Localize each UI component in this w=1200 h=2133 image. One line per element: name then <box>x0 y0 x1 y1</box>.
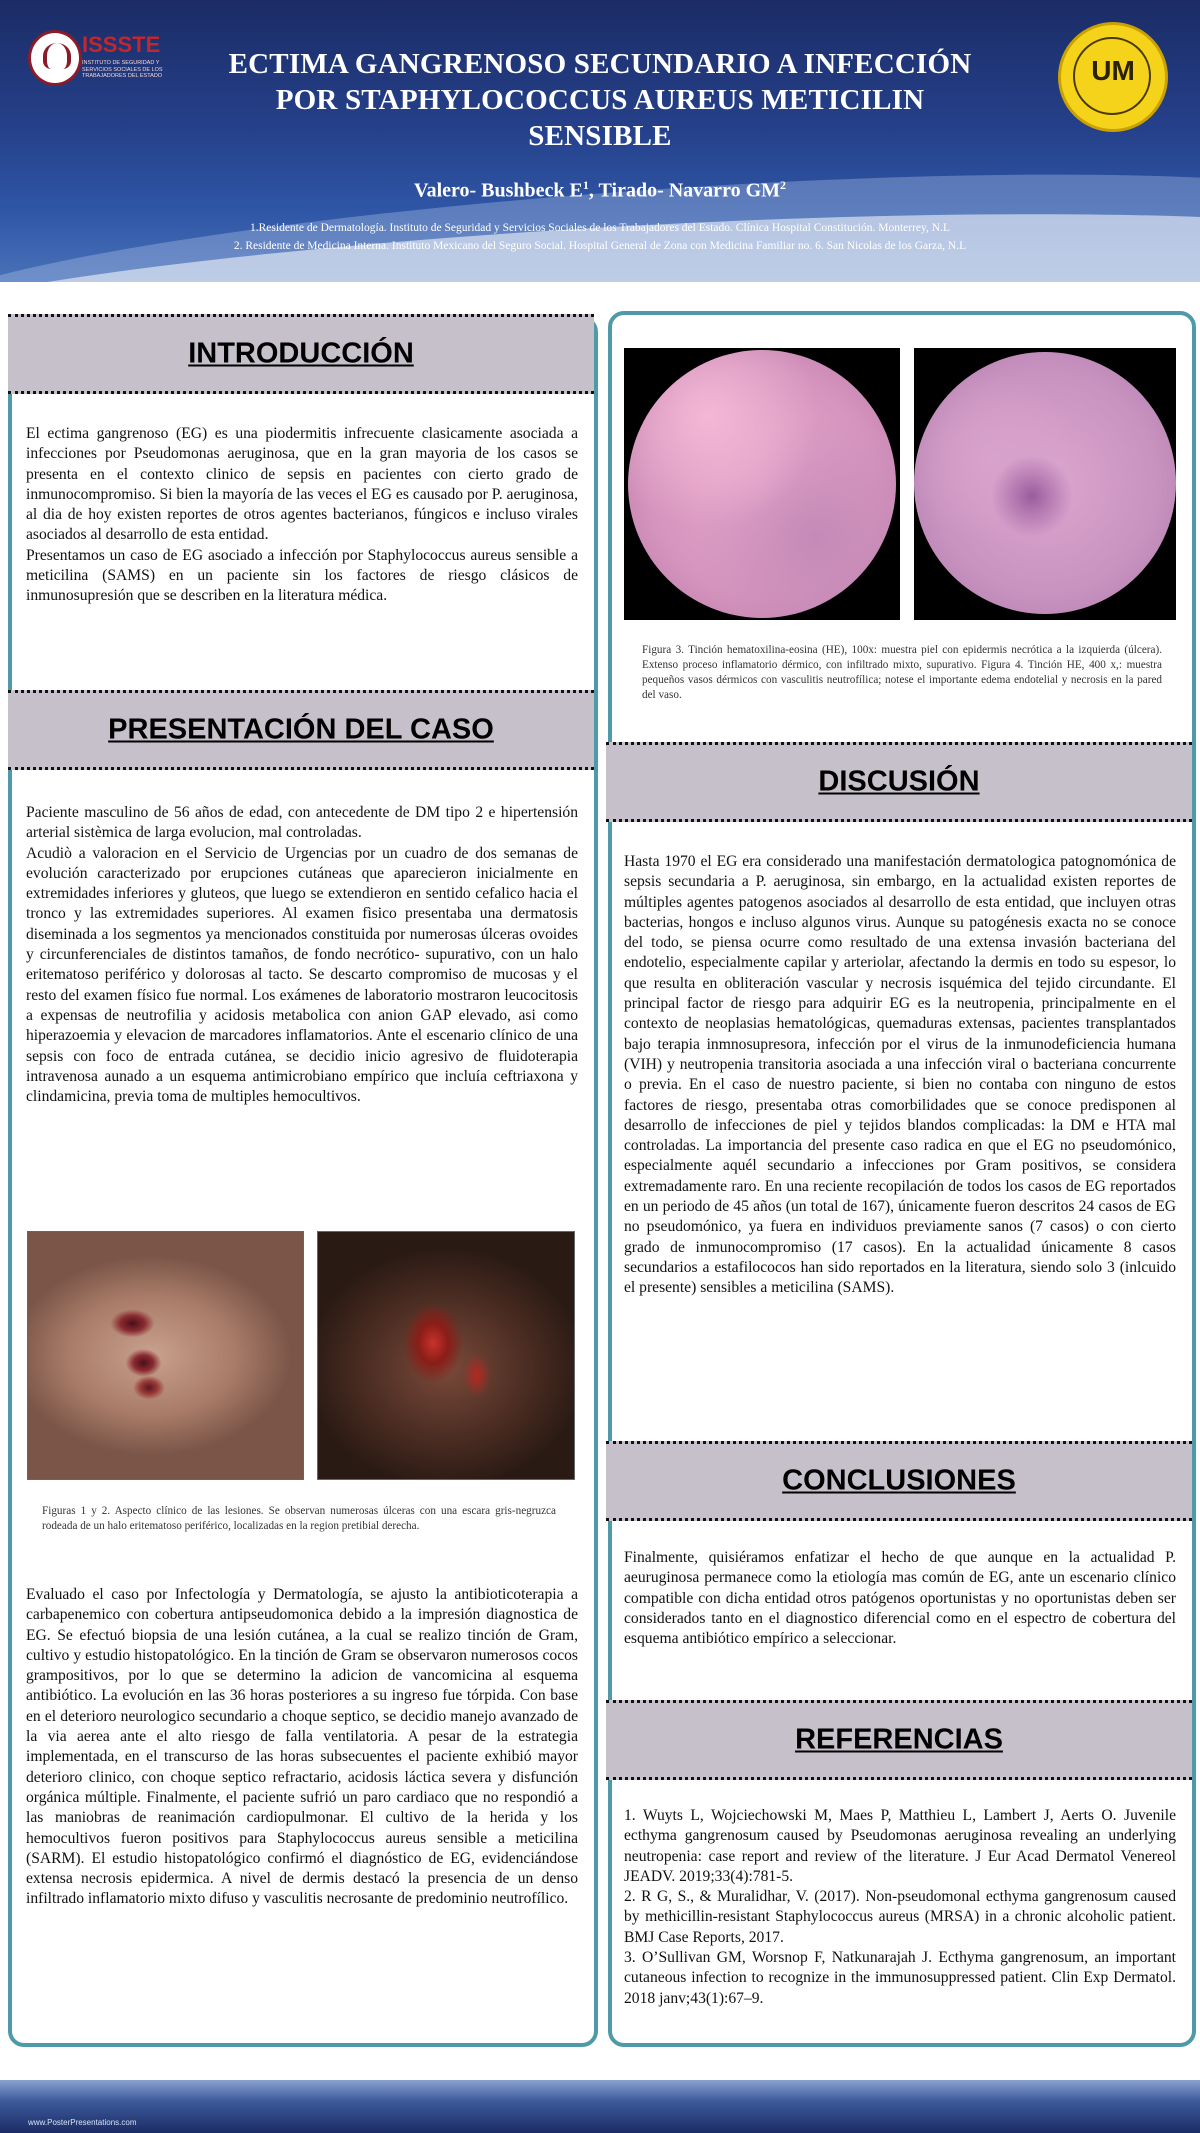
reference-item-3: 3. O’Sullivan GM, Worsnop F, Natkunarajah J. Ecthyma gangrenosum, an important cutaneous infection to recognize in the immunosuppressed patient. Clin Exp Dermatol. 2018 janv;43(1):67–9. <box>624 1949 1176 2007</box>
caso-heading: PRESENTACIÓN DEL CASO <box>108 713 494 746</box>
title-line-1: ECTIMA GANGRENOSO SECUNDARIO A INFECCIÓN <box>228 48 972 80</box>
discusion-text <box>624 852 1176 1299</box>
histology-photo-1 <box>624 348 900 620</box>
introduccion-heading: INTRODUCCIÓN <box>188 337 414 370</box>
discusion-heading: DISCUSIÓN <box>818 765 980 798</box>
caso-heading-band <box>8 690 594 770</box>
conclusiones-paragraph-1: Finalmente, quisiéramos enfatizar el hecho de que aunque en la actualidad P. aeuruginosa permanece como la etiología mas común de EG, ante un escenario clínico compatible con dicha entidad otros patógenos oportunistas y no oportunistas deben ser considerados tanto en el diagnostico diferencial como en el espectro de cobertura del esquema antibiótico empírico a seleccionar. <box>624 1549 1176 1648</box>
seal-monogram: UM <box>1091 55 1135 86</box>
clinical-photo-1 <box>27 1231 304 1480</box>
referencias-heading-band <box>606 1700 1192 1780</box>
footer-credit: www.PosterPresentations.com <box>28 2118 137 2127</box>
affiliation-2: 2. Residente de Medicina Interna. Instituto Mexicano del Seguro Social. Hospital General de Zona con Medicina Familiar no. 6. San Nicolas de los Garza, N.L <box>233 240 967 252</box>
author-1: Valero- Bushbeck E <box>413 179 583 202</box>
clinical-photo-2 <box>317 1231 575 1480</box>
issste-logo-name: ISSSTE <box>82 32 161 57</box>
issste-emblem-icon <box>28 30 82 86</box>
title-line-3: SENSIBLE <box>528 120 672 152</box>
poster-title <box>200 46 1000 154</box>
reference-item-2: 2. R G, S., & Muralidhar, V. (2017). Non-pseudomonal ecthyma gangrenosum caused by methicillin-resistant Staphylococcus aureus (MRSA) in a chronic alcoholic patient. BMJ Case Reports, 2017. <box>624 1888 1176 1946</box>
referencias-list <box>624 1806 1176 2009</box>
author-2: Tirado- Navarro GM <box>598 179 781 202</box>
referencias-heading: REFERENCIAS <box>795 1723 1003 1756</box>
introduccion-text <box>26 424 578 607</box>
reference-item-1: 1. Wuyts L, Wojciechowski M, Maes P, Matthieu L, Lambert J, Aerts O. Juvenile ecthyma gangrenosum caused by Pseudomonas aeruginosa revealing an underlying neutropenia: case report and review of the literature. J Eur Acad Dermatol Venereol JEADV. 2019;33(4):781-5. <box>624 1807 1176 1885</box>
discusion-paragraph-1: Hasta 1970 el EG era considerado una manifestación dermatologica patognomónica de sepsis secundaria a P. aeruginosa, sin embargo, en la actualidad existen reportes de múltiples agentes patogenos asociados al desarrollo de esta entidad, que incluyen otras bacterias, hongos e incluso algunos virus. Aunque su patogénesis exacta no se conoce del todo, se piensa ocurre como resultado de una extensa invasión bacteriana del endotelio, especialmente capilar y arteriolar, afectando la dermis en todo su espesor, lo que resulta en obliteración vascular y necrosis isquémica del tejido circundante. El principal factor de riesgo para adquirir EG es la neutropenia, principalmente en el contexto de neoplasias hematológicas, quemaduras extensas, pacientes transplantados bajo terapia inmnosupresora, infección por el virus de la inmunodeficiencia humana (VIH) y neutropenia transitoria asociada a una infección viral o bacteriana concurrente o previa. En el caso de nuestro paciente, si bien no contaba con ninguno de estos factores de riesgo, presentaba otras comorbilidades que se conoce predisponen al desarrollo de infecciones de piel y tejidos blandos complicadas: la DM e HTA mal controladas. La importancia del presente caso radica en que el EG no pseudomónico, especialmente aquél secundario a infecciones por Gram positivos, se considera extremadamente raro. En una reciente recopilación de todos los casos de EG reportados en un periodo de 45 años (un total de 167), únicamente fueron descritos 24 casos de EG no pseudomónico, ya fuera en individuos previamente sanos (7 casos) o con cierto grado de inmunocompromiso (17 casos). En la actualidad únicamente 8 casos secundarios a estafilococos han sido reportados en la literatura, siendo solo 3 (inlcuido el presente) sensibles a meticilina (SAMS). <box>624 853 1176 1297</box>
discusion-heading-band <box>606 742 1192 822</box>
introduccion-heading-band <box>8 314 594 394</box>
histology-figure-caption: Figura 3. Tinción hematoxilina-eosina (HE), 100x: muestra piel con epidermis necrótica a la izquierda (úlcera). Extenso proceso inflamatorio dérmico, con infiltrado mixto, supurativo. Figura 4. Tinción HE, 400 x,: muestra pequeños vasos dérmicos con vasculitis neutrofílica; notese el importante edema endotelial y necrosis en la pared del vaso. <box>642 644 1162 701</box>
conclusiones-heading-band <box>606 1441 1192 1521</box>
title-line-2: POR STAPHYLOCOCCUS AUREUS METICILIN <box>275 84 925 116</box>
author-2-affil: 2 <box>780 178 787 192</box>
poster-header <box>0 0 1200 282</box>
caso-paragraph-3: Evaluado el caso por Infectología y Dermatología, se ajusto la antibioticoterapia a carbapenemico con cobertura antipseudomonica debido a la impresión diagnostica de EG. Se efectuó biopsia de una lesión cutánea, a la cual se realizo tinción de Gram, cultivo y estudio histopatológico. En la tinción de Gram se observaron numerosos cocos grampositivos, por lo que se determino la adicion de vancomicina al esquema antibiótico. La evolución en las 36 horas posteriores a su ingreso fue tórpida. Con base en el deterioro neurologico secundario a choque septico, se decidio manejo avanzado de la via aerea ante el alto riesgo de falla ventilatoria. A pesar de la estrategia implementada, en el transcurso de las horas subsecuentes el paciente exhibió mayor deterioro clinico, con choque septico refractario, acidosis láctica severa y disfunción orgánica múltiple. Finalmente, el paciente sufrió un paro cardiaco que no respondió a las maniobras de reanimación cardiopulmonar. El cultivo de la herida y los hemocultivos fueron positivos para Staphylococcus aureus sensible a meticilina (SARM). El estudio histopatológico confirmó el diagnóstico de EG, evidenciándose extensa necrosis epidermica. A nivel de dermis destacó la presencia de un denso infiltrado inflamatorio mixto difuso y vasculitis necrosante de predominio neutrofílico. <box>26 1586 578 1908</box>
conclusiones-heading: CONCLUSIONES <box>782 1464 1016 1497</box>
authors <box>200 178 1000 203</box>
conclusiones-text <box>624 1548 1176 1649</box>
introduccion-paragraph-2: Presentamos un caso de EG asociado a infección por Staphylococcus aureus sensible a meticilina (SAMS) en un paciente sin los factores de riesgo clásicos de inmunosupresión que se describen en la literatura médica. <box>26 546 578 605</box>
poster-footer <box>0 2080 1200 2133</box>
author-1-affil: 1 <box>582 178 589 192</box>
clinical-figure-caption: Figuras 1 y 2. Aspecto clínico de las lesiones. Se observan numerosas úlceras con una escara gris-negruzca rodeada de un halo eritematoso periférico, localizadas en la region pretibial derecha. <box>42 1505 556 1532</box>
caso-paragraph-2: Acudiò a valoracion en el Servicio de Urgencias por un cuadro de dos semanas de evolución caracterizado por erupciones cutáneas que aparecieron inicialmente en extremidades inferiores y gluteos, que luego se extendieron en sentido cefalico hacia el tronco y las extremidades superiores. Al examen fìsico presentaba una dermatosis diseminada a los segmentos ya mencionados constituida por numerosas úlceras ovoides y circunferenciales de distintos tamaños, de fondo necrótico- supurativo, con un halo eritematoso periférico y dolorosas al tacto. Se descarto compromiso de mucosas y el resto del examen físico fue normal. Los exámenes de laboratorio mostraron leucocitosis a expensas de neutrofilia y acidosis metabolica con anion GAP elevado, asi como hiperazoemia y elevacion de marcadores inflamatorios. Ante el escenario clínico de una sepsis con foco de entrada cutánea, se decidio inicio agresivo de fluidoterapia intravenosa aunado a un esquema antimicrobiano empírico que incluía ceftriaxona y clindamicina, previa toma de multiples hemocultivos. <box>26 844 578 1106</box>
caso-text-1 <box>26 803 578 1107</box>
histology-photo-2 <box>914 348 1176 620</box>
histology-field-100x <box>628 350 896 618</box>
caso-text-2 <box>26 1585 578 1910</box>
issste-logo <box>28 30 168 88</box>
affiliation-1: 1.Residente de Dermatología. Instituto de Seguridad y Servicios Sociales de los Trabajadores del Estado. Clínica Hospital Constitución. Monterrey, N.L <box>250 222 950 234</box>
caso-paragraph-1: Paciente masculino de 56 años de edad, con antecedente de DM tipo 2 e hipertensión arterial sistèmica de larga evolucion, mal controladas. <box>26 804 578 842</box>
histology-field-400x <box>914 352 1176 614</box>
issste-logo-subtitle: INSTITUTO DE SEGURIDAD Y SERVICIOS SOCIALES DE LOS TRABAJADORES DEL ESTADO <box>82 60 163 79</box>
author-separator: , <box>588 179 599 202</box>
university-seal-logo <box>1058 22 1168 132</box>
introduccion-paragraph-1: El ectima gangrenoso (EG) es una piodermitis infrecuente clasicamente asociada a infecciones por Pseudomonas aeruginosa, que en la gran mayoria de los casos se presenta en el contexto clinico de sepsis en pacientes con cierto grado de inmunocompromiso. Si bien la mayoría de las veces el EG es causado por P. aeruginosa, al dia de hoy existen reportes de otros agentes bacterianos, fúngicos e incluso virales asociados al desarrollo de esta entidad. <box>26 425 578 544</box>
